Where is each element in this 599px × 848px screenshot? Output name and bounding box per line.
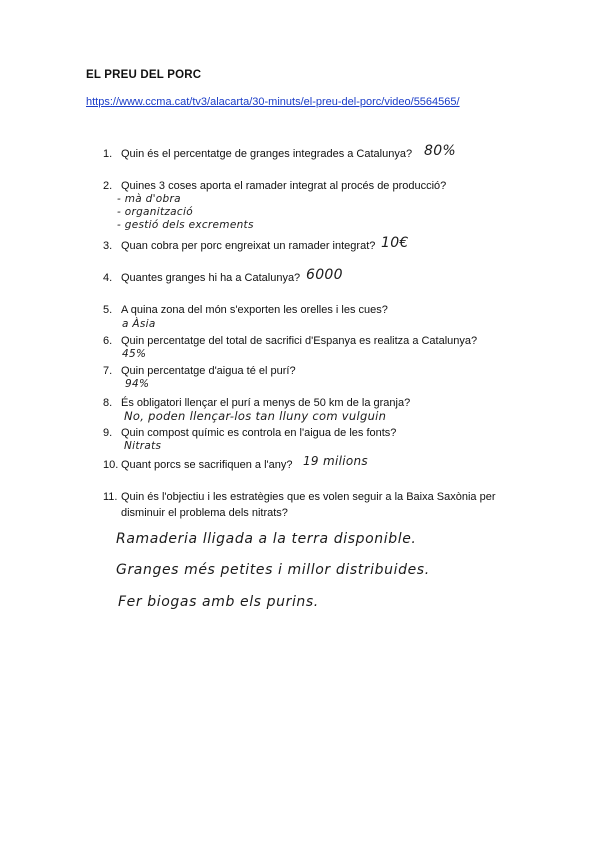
handwritten-answer-2a: - mà d'obra: [117, 193, 181, 205]
question-7: [103, 363, 296, 379]
question-number: 11.: [103, 491, 118, 503]
handwritten-answer-10: 19 milions: [303, 454, 368, 468]
question-6: [103, 333, 477, 349]
question-2: [103, 178, 446, 194]
question-number: 1.: [103, 148, 113, 160]
handwritten-answer-8: No, poden llençar-los tan lluny com vulguin: [124, 409, 387, 423]
question-text: És obligatori llençar el purí a menys de 50 km de la granja?: [121, 397, 411, 409]
handwritten-answer-2b: - organització: [117, 206, 193, 218]
question-10: [103, 457, 292, 473]
question-number: 3.: [103, 240, 113, 252]
question-number: 5.: [103, 304, 113, 316]
question-text: Quant porcs se sacrifiquen a l'any?: [121, 459, 293, 471]
question-number: 10.: [103, 459, 119, 471]
question-11: [103, 489, 513, 521]
question-text: Quin percentatge d'aigua té el purí?: [121, 365, 296, 377]
handwritten-answer-11c: Fer biogas amb els purins.: [118, 594, 319, 610]
question-9: [103, 425, 396, 441]
question-text: Quin és el percentatge de granges integrades a Catalunya?: [121, 148, 413, 160]
question-1: [103, 146, 412, 162]
question-text: Quin percentatge del total de sacrifici d'Espanya es realitza a Catalunya?: [121, 335, 478, 347]
handwritten-answer-4: 6000: [306, 267, 343, 283]
handwritten-answer-9: Nitrats: [124, 440, 162, 452]
question-number: 2.: [103, 180, 113, 192]
question-number: 8.: [103, 397, 113, 409]
handwritten-answer-11a: Ramaderia lligada a la terra disponible.: [116, 531, 417, 547]
question-text: Quantes granges hi ha a Catalunya?: [121, 272, 301, 284]
question-text: Quin compost químic es controla en l'aigua de les fonts?: [121, 427, 397, 439]
question-text: Quan cobra per porc engreixat un ramader integrat?: [121, 240, 376, 252]
handwritten-answer-7: 94%: [125, 378, 150, 390]
handwritten-answer-1: 80%: [424, 143, 457, 159]
handwritten-answer-6: 45%: [122, 348, 147, 360]
question-number: 9.: [103, 427, 113, 439]
document-title: EL PREU DEL PORC: [86, 69, 202, 81]
question-4: [103, 270, 300, 286]
handwritten-answer-11b: Granges més petites i millor distribuides.: [116, 562, 430, 578]
question-3: [103, 238, 375, 254]
handwritten-answer-3: 10€: [381, 235, 409, 251]
question-number: 7.: [103, 365, 113, 377]
question-5: [103, 302, 388, 318]
question-text: Quin és l'objectiu i les estratègies que es volen seguir a la Baixa Saxònia per disminuir el problema dels nitrats?: [121, 491, 496, 519]
handwritten-answer-5: a Àsia: [122, 318, 156, 330]
question-number: 4.: [103, 272, 113, 284]
video-link[interactable]: https://www.ccma.cat/tv3/alacarta/30-minuts/el-preu-del-porc/video/5564565/: [86, 96, 460, 108]
question-number: 6.: [103, 335, 113, 347]
question-text: Quines 3 coses aporta el ramader integrat al procés de producció?: [121, 180, 447, 192]
question-text: A quina zona del món s'exporten les orelles i les cues?: [121, 304, 388, 316]
handwritten-answer-2c: - gestió dels excrements: [117, 219, 254, 231]
